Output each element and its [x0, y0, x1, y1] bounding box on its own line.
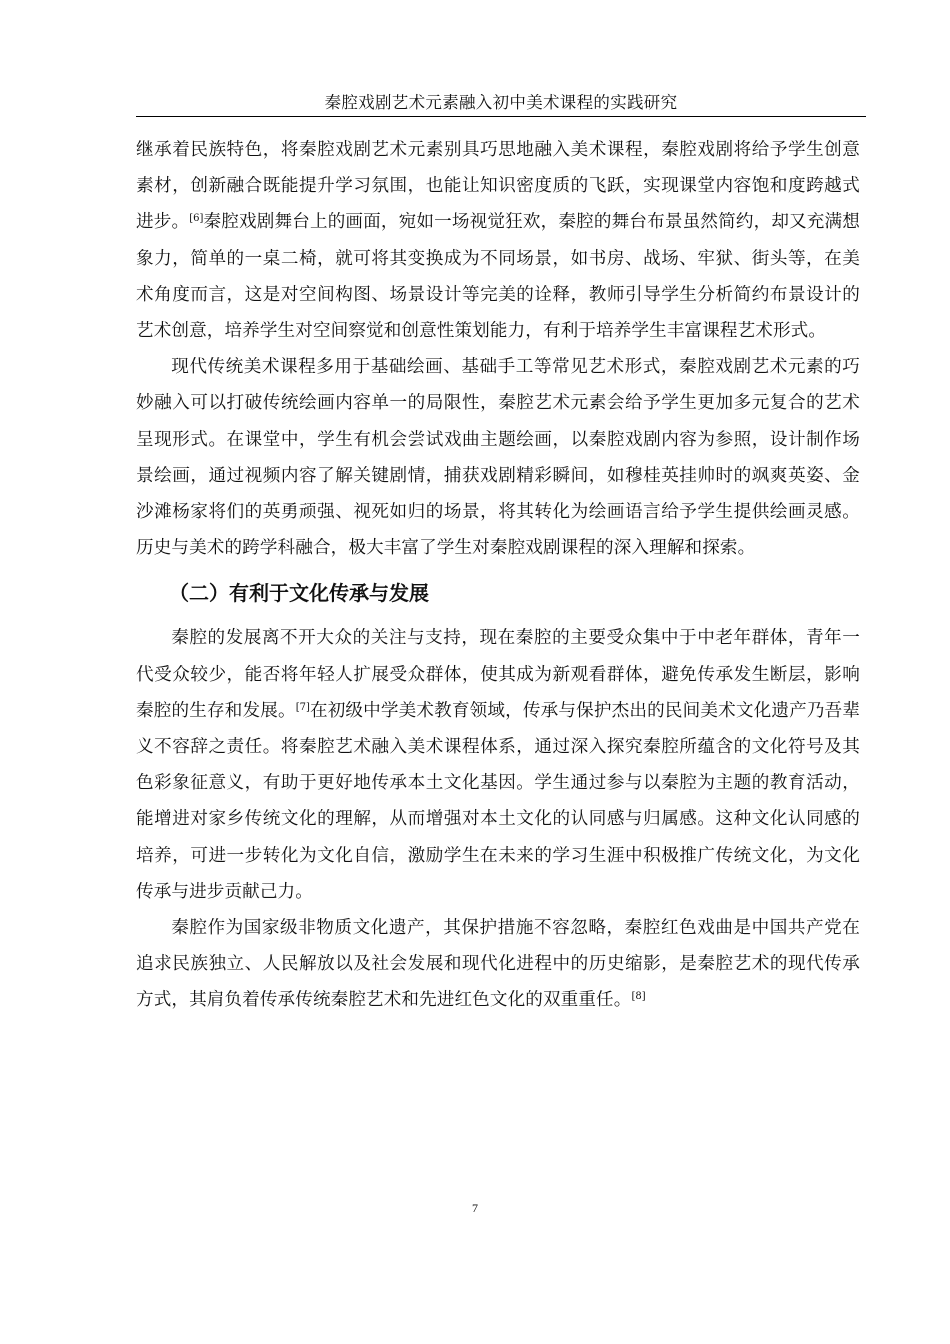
running-header: 秦腔戏剧艺术元素融入初中美术课程的实践研究	[324, 93, 678, 112]
body-text	[136, 132, 860, 1019]
header-divider	[136, 116, 866, 117]
section-heading: （二）有利于文化传承与发展	[169, 581, 429, 606]
paragraph-1-text-a: 继承着民族特色，将秦腔戏剧艺术元素别具巧思地融入美术课程，秦腔戏剧将给予学生创意素材，创新融合既能提升学习氛围，也能让知识密度质的飞跃，实现课堂内容饱和度跨越式进步。	[136, 140, 860, 233]
paragraph-2: 现代传统美术课程多用于基础绘画、基础手工等常见艺术形式，秦腔戏剧艺术元素的巧妙融入可以打破传统绘画内容单一的局限性，秦腔艺术元素会给予学生更加多元复合的艺术呈现形式。在课堂中，学生有机会尝试戏曲主题绘画，以秦腔戏剧内容为参照，设计制作场景绘画，通过视频内容了解关键剧情，捕获戏剧精彩瞬间，如穆桂英挂帅时的飒爽英姿、金沙滩杨家将们的英勇顽强、视死如归的场景，将其转化为绘画语言给予学生提供绘画灵感。历史与美术的跨学科融合，极大丰富了学生对秦腔戏剧课程的深入理解和探索。	[136, 357, 860, 559]
paragraph-1	[136, 132, 860, 349]
paragraph-3-text-a: 秦腔的发展离不开大众的关注与支持，现在秦腔的主要受众集中于中老年群体，青年一代受众较少，能否将年轻人扩展受众群体，使其成为新观看群体，避免传承发生断层，影响秦腔的生存和发展。	[136, 628, 860, 721]
paragraph-3	[136, 620, 860, 910]
citation-6: [6]	[189, 213, 204, 225]
paragraph-1-text-b: 秦腔戏剧舞台上的画面，宛如一场视觉狂欢，秦腔的舞台布景虽然简约，却又充满想象力，简单的一桌二椅，就可将其变换成为不同场景，如书房、战场、牢狱、街头等，在美术角度而言，这是对空间构图、场景设计等完美的诠释，教师引导学生分析简约布景设计的艺术创意，培养学生对空间察觉和创意性策划能力，有利于培养学生丰富课程艺术形式。	[136, 212, 860, 342]
citation-7: [7]	[295, 701, 310, 713]
paragraph-3-text-b: 在初级中学美术教育领域，传承与保护杰出的民间美术文化遗产乃吾辈义不容辞之责任。将秦腔艺术融入美术课程体系，通过深入探究秦腔所蕴含的文化符号及其色彩象征意义，有助于更好地传承本土文化基因。学生通过参与以秦腔为主题的教育活动，能增进对家乡传统文化的理解，从而增强对本土文化的认同感与归属感。这种文化认同感的培养，可进一步转化为文化自信，激励学生在未来的学习生涯中积极推广传统文化，为文化传承与进步贡献己力。	[136, 700, 860, 902]
citation-8: [8]	[631, 991, 646, 1003]
paragraph-4	[136, 910, 860, 1019]
paragraph-4-text: 秦腔作为国家级非物质文化遗产，其保护措施不容忽略，秦腔红色戏曲是中国共产党在追求民族独立、人民解放以及社会发展和现代化进程中的历史缩影，是秦腔艺术的现代传承方式，其肩负着传承传统秦腔艺术和先进红色文化的双重重任。	[136, 918, 860, 1011]
page-number: 7	[472, 1201, 478, 1215]
